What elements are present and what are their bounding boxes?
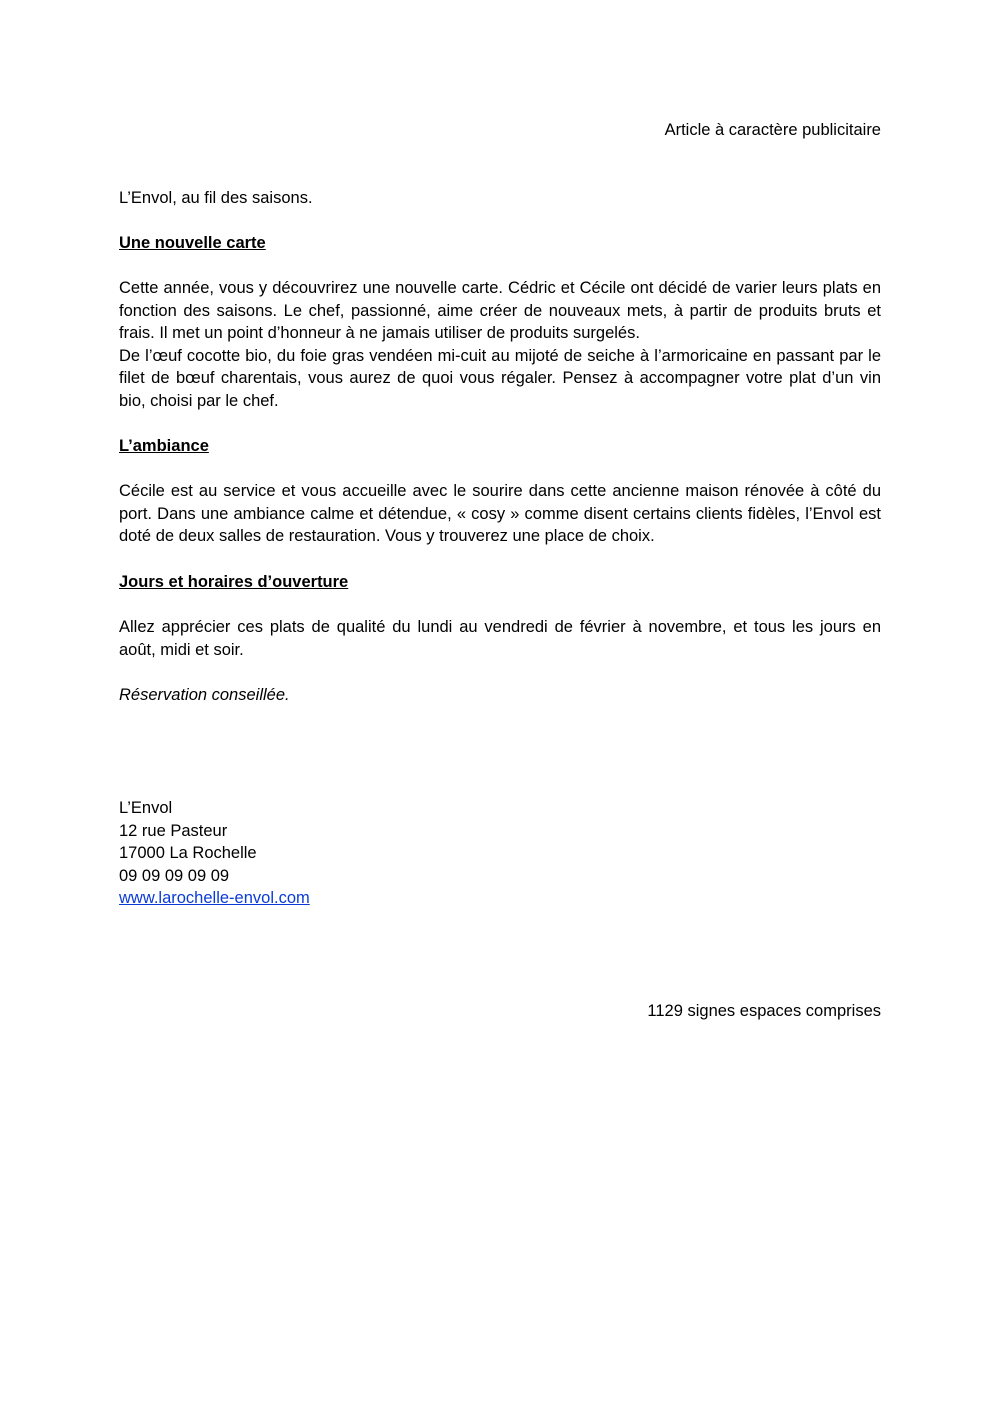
paragraph: Allez apprécier ces plats de qualité du lundi au vendredi de février à novembre, et tous les jours en août, midi et soir. xyxy=(119,618,881,659)
paragraph: Cécile est au service et vous accueille avec le sourire dans cette ancienne maison rénovée à côté du port. Dans une ambiance calme et détendue, « cosy » comme disent certains clients fidèles, l’Envol est doté de deux salles de restauration. Vous y trouverez une place de choix. xyxy=(119,482,881,546)
section-body-horaires xyxy=(119,616,881,661)
reservation-note: Réservation conseillée. xyxy=(119,686,290,704)
section-heading-horaires: Jours et horaires d’ouverture xyxy=(119,573,349,591)
paragraph: De l’œuf cocotte bio, du foie gras vendéen mi-cuit au mijoté de seiche à l’armoricaine en passant par le filet de bœuf charentais, vous aurez de quoi vous régaler. Pensez à accompagner votre plat d’un vin bio, choisi par le chef. xyxy=(119,346,881,410)
section-heading-ambiance: L’ambiance xyxy=(119,437,209,455)
paragraph: Cette année, vous y découvrirez une nouvelle carte. Cédric et Cécile ont décidé de varier leurs plats en fonction des saisons. Le chef, passionné, aime créer de nouveaux mets, à partir de produits bruts et frais. Il met un point d’honneur à ne jamais utiliser de produits surgelés. xyxy=(119,279,881,343)
address-street: 12 rue Pasteur xyxy=(119,821,228,840)
address-name: L’Envol xyxy=(119,799,173,817)
address-block xyxy=(119,797,881,910)
section-heading-nouvelle-carte: Une nouvelle carte xyxy=(119,234,266,252)
article-tag: Article à caractère publicitaire xyxy=(664,121,881,139)
section-body-nouvelle-carte xyxy=(119,277,881,413)
address-phone: 09 09 09 09 09 xyxy=(119,866,230,885)
website-link[interactable]: www.larochelle-envol.com xyxy=(119,889,310,908)
character-count: 1129 signes espaces comprises xyxy=(647,1002,881,1020)
document-title: L’Envol, au fil des saisons. xyxy=(119,189,313,207)
section-body-ambiance xyxy=(119,480,881,548)
address-city: 17000 La Rochelle xyxy=(119,844,257,863)
